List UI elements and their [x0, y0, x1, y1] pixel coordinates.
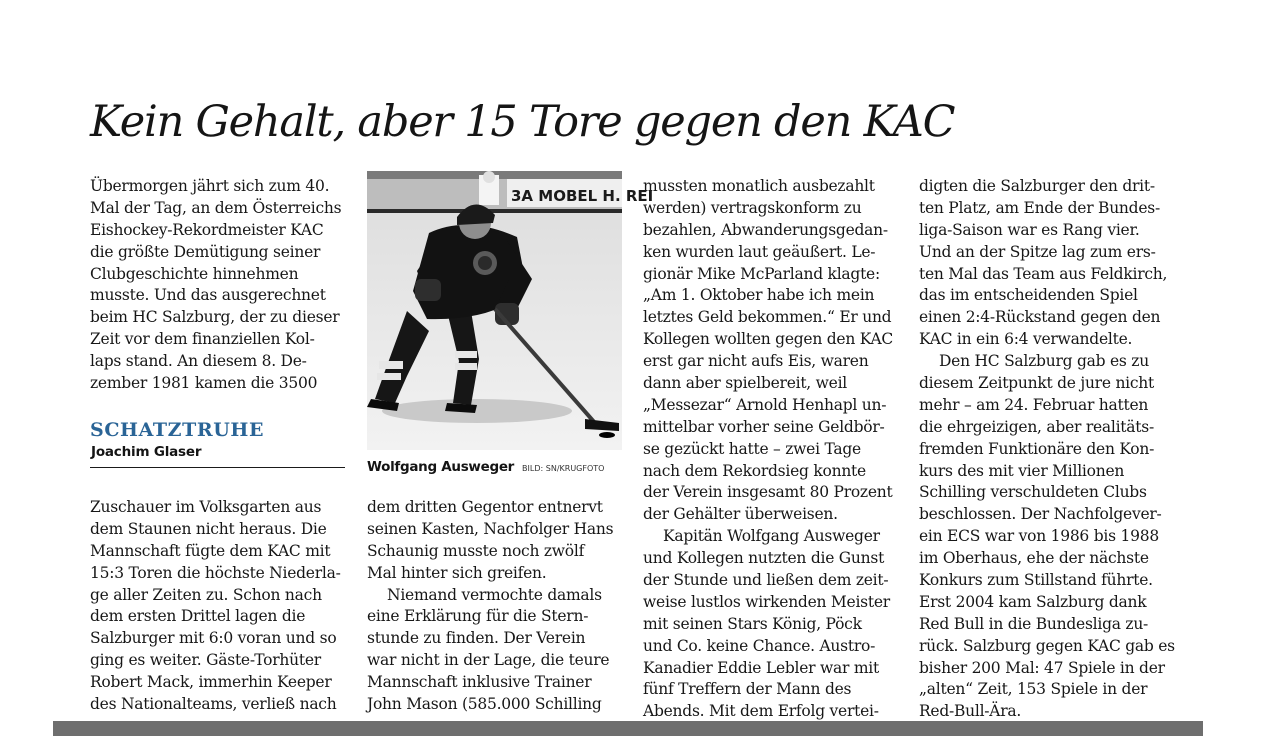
column-name: SCHATZTRUHE	[90, 419, 265, 441]
column-3-text	[643, 176, 893, 723]
text-line: Schaunig musste noch zwölf	[367, 541, 585, 560]
text-line: Kanadier Eddie Lebler war mit	[643, 658, 879, 677]
text-line: Eishockey-Rekordmeister KAC	[90, 220, 324, 239]
text-line: der Stunde und ließen dem zeit-	[643, 571, 889, 590]
text-line: die ehrgeizigen, aber realitäts-	[919, 417, 1154, 436]
text-line: und Co. keine Chance. Austro-	[643, 636, 876, 655]
text-line: bezahlen, Abwanderungsgedan-	[643, 220, 888, 239]
text-line: se gezückt hatte – zwei Tage	[643, 439, 861, 458]
text-line: Mannschaft inklusive Trainer	[367, 673, 592, 692]
text-line: dem dritten Gegentor entnervt	[367, 498, 603, 516]
text-line: im Oberhaus, ehe der nächste	[919, 549, 1149, 568]
text-line: eine Erklärung für die Stern-	[367, 607, 589, 626]
text-line: mussten monatlich ausbezahlt	[643, 177, 875, 195]
text-line: zember 1981 kamen die 3500	[90, 374, 318, 393]
text-line: 15:3 Toren die höchste Niederla-	[90, 563, 341, 582]
text-line: Und an der Spitze lag zum ers-	[919, 242, 1156, 261]
text-line: fünf Treffern der Mann des	[643, 680, 852, 699]
author-name: Joachim Glaser	[91, 444, 202, 460]
text-line: der Verein insgesamt 80 Prozent	[643, 483, 893, 502]
column-1-top-text	[90, 176, 341, 395]
text-line: Red Bull in die Bundesliga zu-	[919, 614, 1149, 633]
text-line: das im entscheidenden Spiel	[919, 286, 1138, 305]
text-line: die größte Demütigung seiner	[90, 242, 321, 261]
text-line: Abends. Mit dem Erfolg vertei-	[643, 702, 879, 721]
text-line: und Kollegen nutzten die Gunst	[643, 549, 885, 568]
text-line: Kapitän Wolfgang Ausweger	[663, 527, 880, 546]
article-headline: Kein Gehalt, aber 15 Tore gegen den KAC	[90, 97, 955, 147]
text-line: musste. Und das ausgerechnet	[90, 286, 326, 305]
text-line: seinen Kasten, Nachfolger Hans	[367, 519, 614, 538]
text-line: ge aller Zeiten zu. Schon nach	[90, 585, 322, 604]
text-line: beim HC Salzburg, der zu dieser	[90, 308, 340, 327]
photo-caption	[367, 456, 604, 475]
text-line: ten Platz, am Ende der Bundes-	[919, 198, 1160, 217]
text-line: letztes Geld bekommen.“ Er und	[643, 308, 892, 327]
text-line: ein ECS war von 1986 bis 1988	[919, 527, 1159, 546]
text-line: Konkurs zum Stillstand führte.	[919, 571, 1153, 590]
text-line: ging es weiter. Gäste-Torhüter	[90, 651, 321, 670]
text-line: stunde zu finden. Der Verein	[367, 629, 586, 648]
text-line: dem ersten Drittel lagen die	[90, 607, 306, 626]
text-line: John Mason (585.000 Schilling	[367, 695, 602, 714]
footer-bar	[53, 721, 1203, 736]
text-line: „Messezar“ Arnold Henhapl un-	[643, 395, 887, 414]
text-line: nach dem Rekordsieg konnte	[643, 461, 866, 480]
text-line: „Am 1. Oktober habe ich mein	[643, 286, 875, 305]
text-line: Den HC Salzburg gab es zu	[939, 352, 1149, 371]
photo-credit: BILD: SN/KRUGFOTO	[522, 464, 605, 473]
text-line: Zeit vor dem finanziellen Kol-	[90, 330, 315, 349]
text-line: Mal hinter sich greifen.	[367, 563, 547, 582]
text-line: Zuschauer im Volksgarten aus	[90, 498, 322, 516]
column-divider	[90, 467, 345, 468]
text-line: Schilling verschuldeten Clubs	[919, 483, 1147, 502]
column-2-text	[367, 497, 613, 716]
text-line: Clubgeschichte hinnehmen	[90, 264, 299, 283]
text-line: weise lustlos wirkenden Meister	[643, 592, 890, 611]
text-line: erst gar nicht aufs Eis, waren	[643, 352, 869, 371]
text-line: des Nationalteams, verließ nach	[90, 695, 337, 714]
board-advertising-text: 3A MOBEL H. REI	[511, 187, 654, 205]
text-line: mit seinen Stars König, Pöck	[643, 614, 862, 633]
text-line: bisher 200 Mal: 47 Spiele in der	[919, 658, 1165, 677]
text-line: Red-Bull-Ära.	[919, 702, 1022, 721]
text-line: Kollegen wollten gegen den KAC	[643, 330, 894, 349]
hockey-player-photo	[367, 171, 654, 450]
text-line: fremden Funktionäre den Kon-	[919, 439, 1155, 458]
text-line: Mal der Tag, an dem Österreichs	[90, 198, 342, 217]
column-4-text	[919, 176, 1175, 723]
text-line: mittelbar vorher seine Geldbör-	[643, 417, 885, 436]
text-line: Übermorgen jährt sich zum 40.	[90, 177, 330, 195]
text-line: „alten“ Zeit, 153 Spiele in der	[919, 680, 1148, 699]
text-line: Salzburger mit 6:0 voran und so	[90, 629, 337, 648]
text-line: beschlossen. Der Nachfolgever-	[919, 505, 1162, 524]
text-line: Niemand vermochte damals	[387, 585, 602, 604]
column-1-bottom-text	[90, 497, 341, 716]
text-line: dem Staunen nicht heraus. Die	[90, 519, 327, 538]
text-line: KAC in ein 6:4 verwandelte.	[919, 330, 1133, 349]
text-line: ten Mal das Team aus Feldkirch,	[919, 264, 1168, 283]
text-line: liga-Saison war es Rang vier.	[919, 220, 1140, 239]
text-line: werden) vertragskonform zu	[643, 198, 862, 217]
text-line: rück. Salzburg gegen KAC gab es	[919, 636, 1175, 655]
text-line: Mannschaft fügte dem KAC mit	[90, 541, 331, 560]
text-line: Erst 2004 kam Salzburg dank	[919, 592, 1147, 611]
text-line: gionär Mike McParland klagte:	[643, 264, 880, 283]
text-line: kurs des mit vier Millionen	[919, 461, 1125, 480]
text-line: Robert Mack, immerhin Keeper	[90, 673, 332, 692]
text-line: diesem Zeitpunkt de jure nicht	[919, 374, 1155, 393]
text-line: einen 2:4-Rückstand gegen den	[919, 308, 1161, 327]
caption-name: Wolfgang Ausweger	[367, 459, 515, 475]
text-line: der Gehälter überweisen.	[643, 505, 838, 524]
text-line: war nicht in der Lage, die teure	[367, 651, 610, 670]
text-line: laps stand. An diesem 8. De-	[90, 352, 307, 371]
text-line: digten die Salzburger den drit-	[919, 177, 1155, 195]
text-line: mehr – am 24. Februar hatten	[919, 395, 1149, 414]
text-line: dann aber spielbereit, weil	[643, 374, 848, 393]
text-line: ken wurden laut geäußert. Le-	[643, 242, 876, 261]
